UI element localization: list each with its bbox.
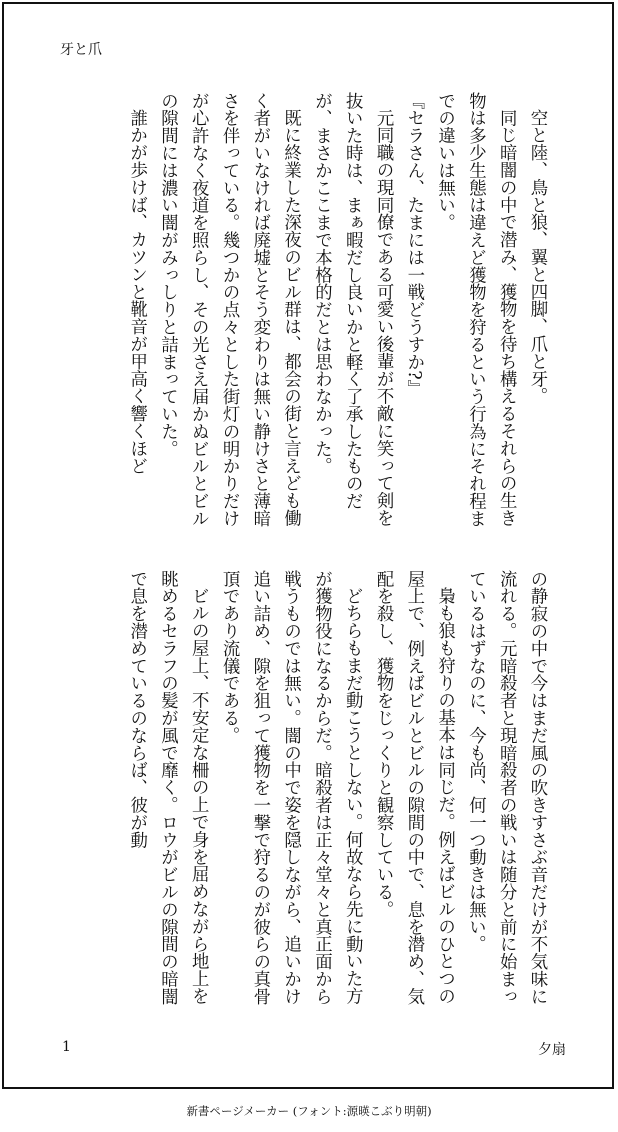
paragraph: 同じ暗闇の中で潜み、獲物を待ち構えるそれらの生き物は多少生態は違えど獲物を狩るという行為にそれ程までの違いは無い。 <box>434 92 517 527</box>
running-title: 牙と爪 <box>60 42 102 58</box>
paragraph: 元同職の現同僚である可愛い後輩が不敵に笑って剣を抜いた時は、まぁ暇だし良いかと軽く了承したものだが、まさかここまで本格的だとは思わなかった。 <box>311 92 394 527</box>
paragraph: の静寂の中で今はまだ風の吹きすさぶ音だけが不気味に流れる。元暗殺者と現暗殺者の戦いは随分と前に始まっているはずなのに、今も尚、何一つ動きは無い。 <box>465 570 547 1005</box>
page-number: 1 <box>62 1039 71 1055</box>
page-frame <box>2 2 614 1089</box>
text-block-upper <box>47 92 552 542</box>
paragraph: 既に終業した深夜のビル群は、都会の街と言えども働く者がいなければ廃墟とそう変わりは無い静けさと薄暗さを伴っている。幾つかの点々とした街灯の明かりだけが心許なく夜道を照らし、その光さえ届かぬビルとビルの隙間には濃い闇がみっしりと詰まっていた。 <box>157 92 301 527</box>
generator-caption: 新書ページメーカー (フォント:源暎こぶり明朝) <box>186 1104 432 1118</box>
paragraph: ビルの屋上、不安定な柵の上で身を屈めながら地上を眺めるセラフの髪が風で靡く。ロウがビルの隙間の暗闇で息を潜めているのならば、彼が動 <box>126 570 209 1005</box>
paragraph: 誰かが歩けば、カツンと靴音が甲高く響くほど <box>126 109 147 475</box>
author-name: 夕扇 <box>538 1042 566 1058</box>
paragraph: 『セラさん、たまには一戦どうすか?』 <box>403 92 424 398</box>
paragraph: 梟も狼も狩りの基本は同じだ。例えばビルのひとつの屋上で、例えばビルとビルの隙間の中で、息を潜め、気配を殺し、獲物をじっくりと観察している。 <box>373 570 455 1005</box>
paragraph: 空と陸、鳥と狼、翼と四脚、爪と牙。 <box>527 109 547 406</box>
paragraph: どちらもまだ動こうとしない。何故なら先に動いた方が獲物役になるからだ。暗殺者は正々堂々と真正面から戦うものでは無い。闇の中で姿を隠しながら、追いかけ追い詰め、隙を狙って獲物を一撃で狩るのが彼らの真骨頂であり流儀である。 <box>219 570 363 1005</box>
text-block-lower <box>47 570 552 1020</box>
